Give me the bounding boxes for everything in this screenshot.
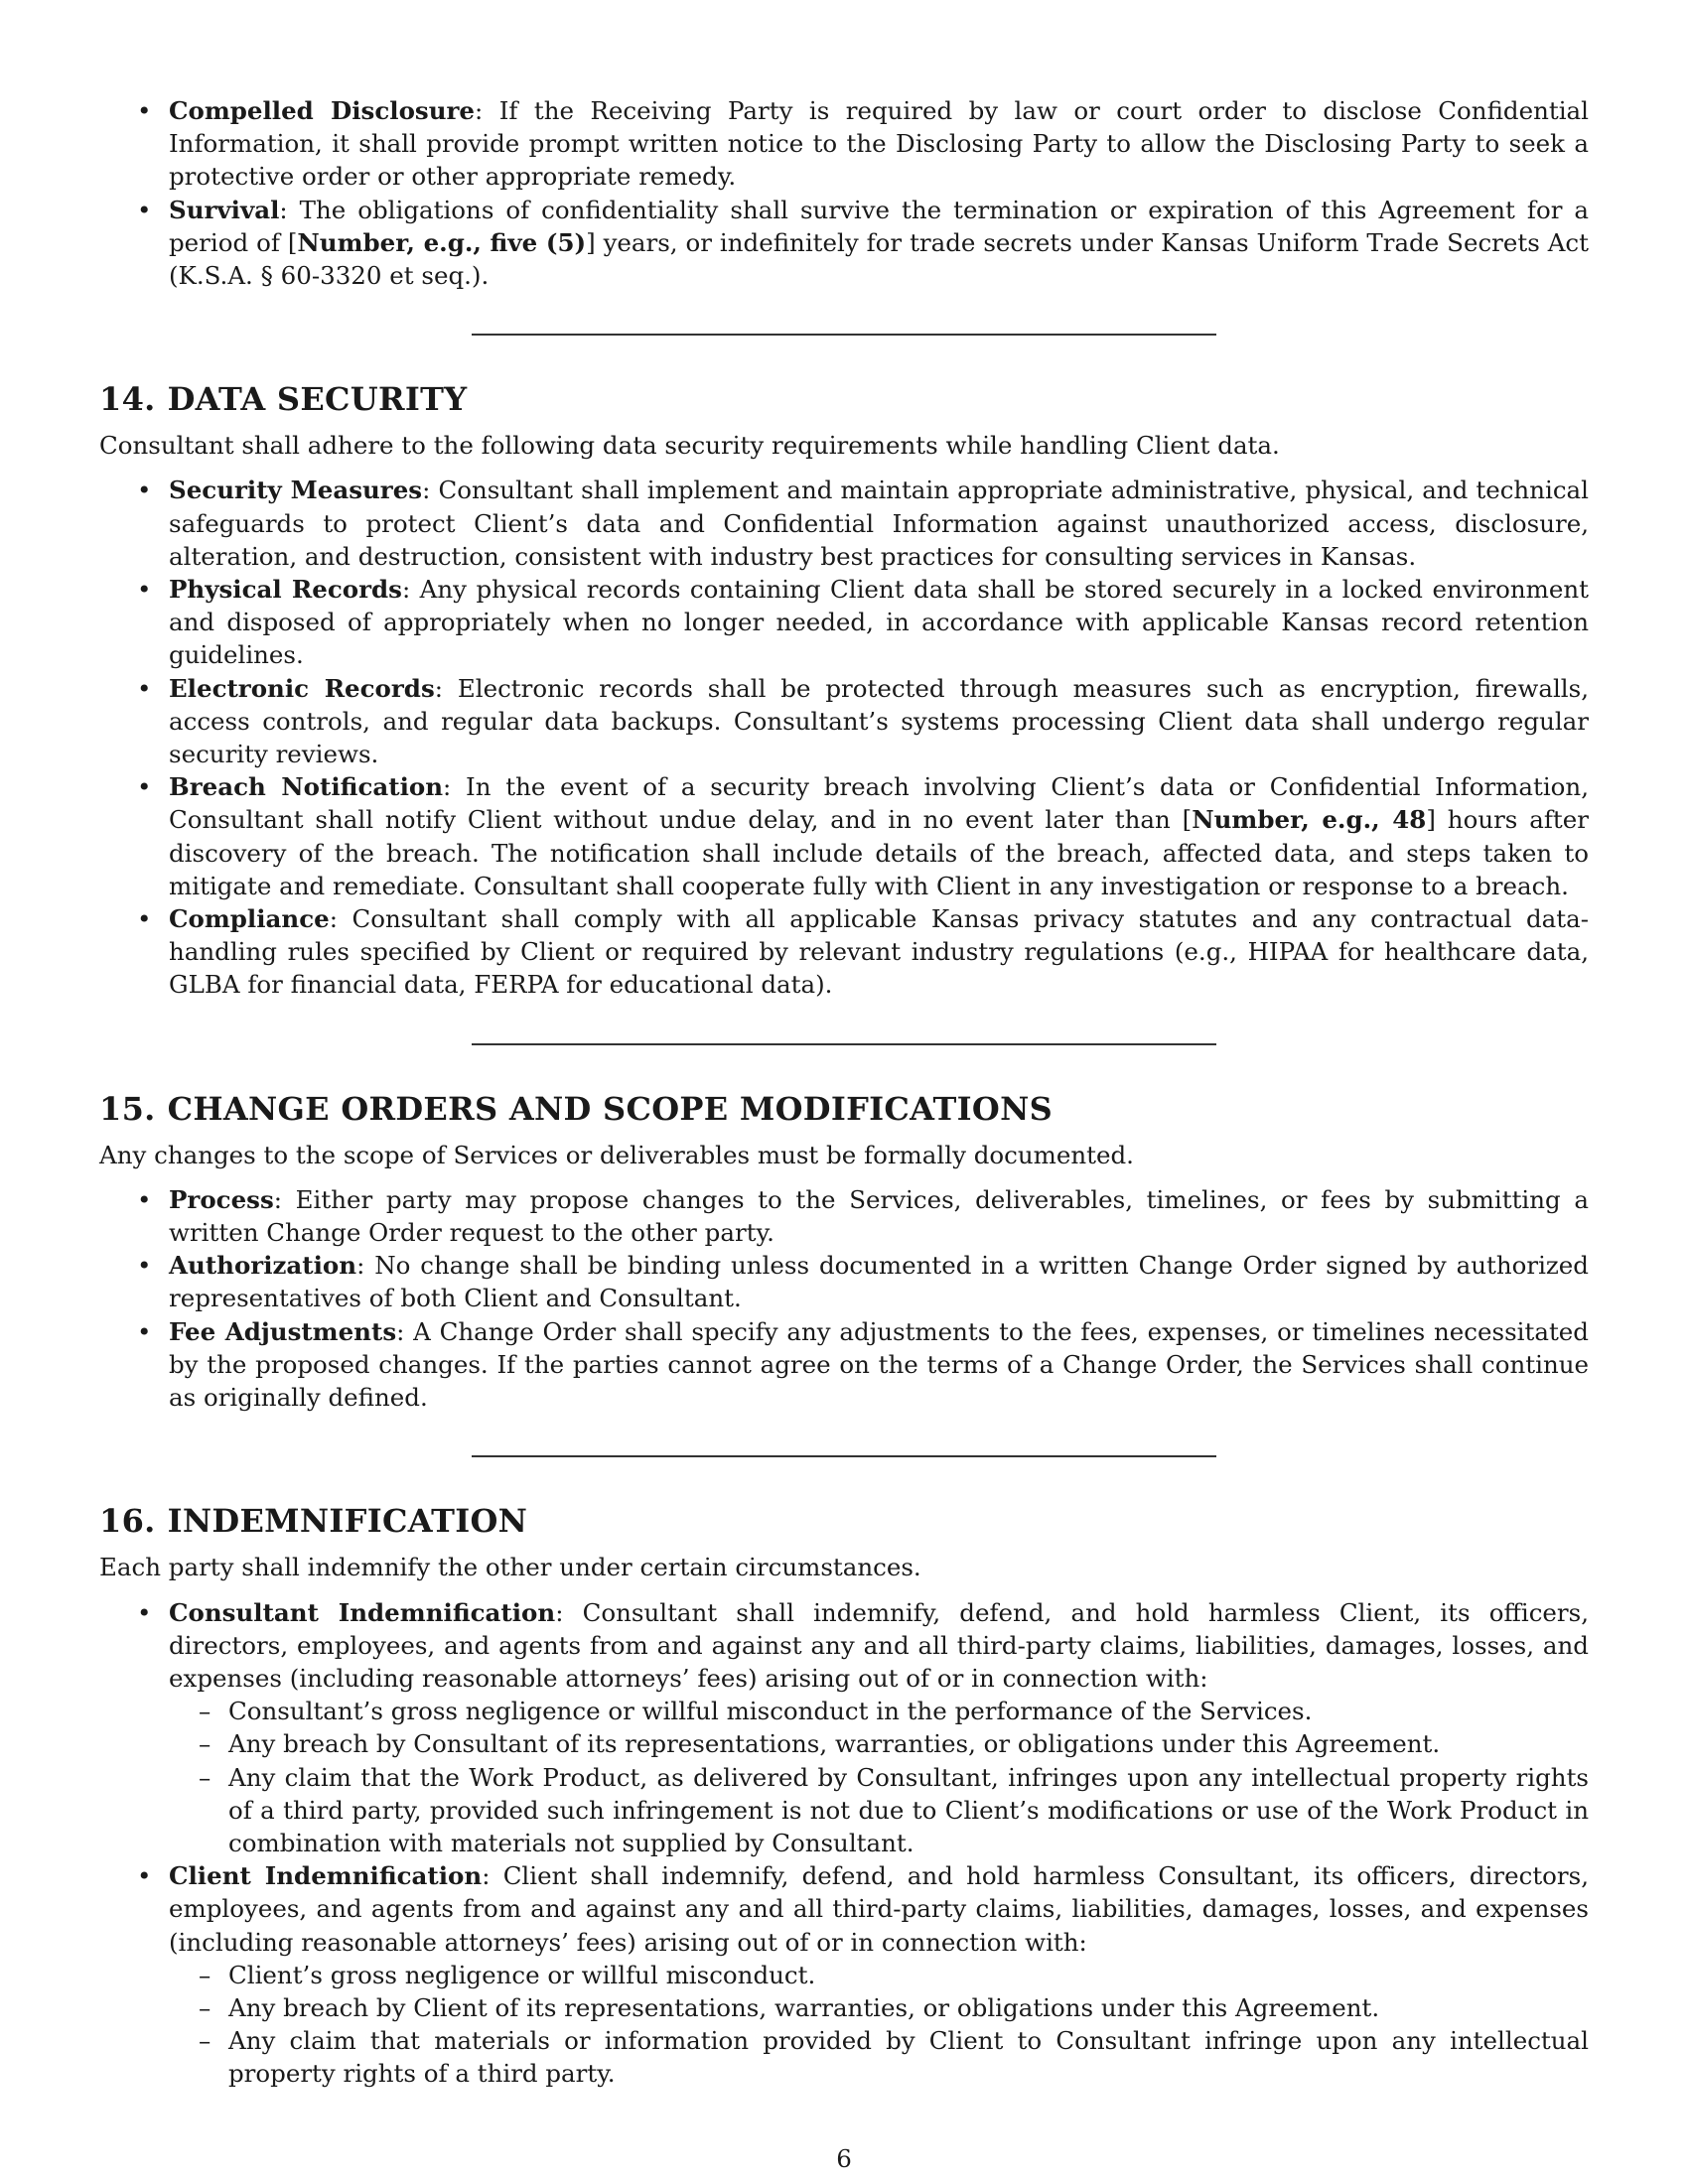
document-page xyxy=(99,94,1589,2091)
list-item xyxy=(99,1859,1589,2090)
item-text: : The obligations of confidentiality shall survive the termination or expiration of this Agreement for a period of [ xyxy=(169,195,1589,257)
sub-list-item: – Any claim that materials or information provided by Client to Consultant infringe upon any intellectual property rights of a third party. xyxy=(169,2024,1589,2090)
placeholder-text: Number, e.g., five (5) xyxy=(297,227,587,257)
list-item xyxy=(99,770,1589,902)
section-title: INDEMNIFICATION xyxy=(167,1502,528,1541)
section-intro: Consultant shall adhere to the following data security requirements while handling Client data. xyxy=(99,431,1280,461)
item-text: : A Change Order shall specify any adjustments to the fees, expenses, or timelines necessitated by the proposed changes. If the parties cannot agree on the terms of a Change Order, the Services shall continue as originally defined. xyxy=(169,1316,1589,1413)
sub-list-item: – Any claim that the Work Product, as delivered by Consultant, infringes upon any intellectual property rights of a third party, provided such infringement is not due to Client’s modifications or use of the Work Product in combination with materials not supplied by Consultant. xyxy=(169,1761,1589,1860)
item-text: : Electronic records shall be protected through measures such as encryption, firewalls, access controls, and regular data backups. Consultant’s systems processing Client data shall undergo regular security reviews. xyxy=(169,673,1589,769)
item-term: Consultant Indemnification xyxy=(169,1597,556,1627)
item-term: Fee Adjustments xyxy=(169,1316,397,1346)
placeholder-text: Number, e.g., 48 xyxy=(1192,805,1427,835)
list-item xyxy=(99,1596,1589,1860)
item-term: Compliance xyxy=(169,904,330,934)
section-heading-15 xyxy=(99,1089,1589,1129)
sub-list xyxy=(169,1959,1589,2091)
item-text: : If the Receiving Party is required by law or court order to disclose Confidential Information, it shall provide prompt written notice to the Disclosing Party to allow the Disclosing Party to seek a protective order or other appropriate remedy. xyxy=(169,96,1590,192)
item-text: : Consultant shall implement and maintain appropriate administrative, physical, and technical safeguards to protect Client’s data and Confidential Information against unauthorized access, disclosure, alteration, and destruction, consistent with industry best practices for consulting services in Kansas. xyxy=(169,476,1589,571)
item-text: : Consultant shall comply with all applicable Kansas privacy statutes and any contractual data-handling rules specified by Client or required by relevant industry regulations (e.g., HIPAA for healthcare data, GLBA for financial data, FERPA for educational data). xyxy=(169,904,1589,1000)
item-term: Survival xyxy=(169,195,280,224)
section-intro: Any changes to the scope of Services or deliverables must be formally documented. xyxy=(99,1140,1134,1169)
item-term: Compelled Disclosure xyxy=(169,96,476,125)
item-term: Client Indemnification xyxy=(169,1861,483,1891)
section-intro: Each party shall indemnify the other under certain circumstances. xyxy=(99,1553,921,1582)
section-divider xyxy=(472,1043,1216,1045)
section-title: DATA SECURITY xyxy=(167,380,468,419)
item-text: : No change shall be binding unless documented in a written Change Order signed by authorized representatives of both Client and Consultant. xyxy=(169,1251,1589,1313)
item-text: ] years, or indefinitely for trade secrets under Kansas Uniform Trade Secrets Act (K.S.A. § 60-3320 et seq.). xyxy=(169,227,1589,291)
list-item xyxy=(99,672,1589,771)
item-term: Breach Notification xyxy=(169,772,444,802)
section-number: 16. xyxy=(99,1502,156,1541)
section-15-items xyxy=(99,1183,1589,1414)
sub-list-item: – Any breach by Client of its representations, warranties, or obligations under this Agreement. xyxy=(169,1991,1589,2024)
confidentiality-items-continued xyxy=(99,94,1589,292)
section-heading-16 xyxy=(99,1501,1589,1541)
section-16-items xyxy=(99,1596,1589,2091)
item-text: : Consultant shall indemnify, defend, and hold harmless Client, its officers, directors, employees, and agents from and against any and all third-party claims, liabilities, damages, losses, and expenses (including reasonable attorneys’ fees) arising out of or in connection with: xyxy=(169,1597,1589,1693)
section-title: CHANGE ORDERS AND SCOPE MODIFICATIONS xyxy=(167,1089,1054,1128)
section-divider xyxy=(472,1455,1216,1457)
section-number: 15. xyxy=(99,1089,156,1128)
section-divider xyxy=(472,334,1216,336)
sub-list-item: – Any breach by Consultant of its representations, warranties, or obligations under this Agreement. xyxy=(169,1727,1589,1760)
list-item xyxy=(99,474,1589,573)
list-item xyxy=(99,1183,1589,1249)
item-term: Process xyxy=(169,1184,274,1214)
item-term: Security Measures xyxy=(169,476,423,505)
section-14-items xyxy=(99,474,1589,1001)
list-item xyxy=(99,94,1589,194)
list-item xyxy=(99,573,1589,672)
sub-list-item: – Client’s gross negligence or willful misconduct. xyxy=(169,1959,1589,1991)
section-heading-14 xyxy=(99,379,1589,419)
list-item xyxy=(99,1249,1589,1314)
item-text: : Any physical records containing Client data shall be stored securely in a locked environment and disposed of appropriately when no longer needed, in accordance with applicable Kansas record retention guidelines. xyxy=(169,575,1589,670)
item-text: : Client shall indemnify, defend, and hold harmless Consultant, its officers, directors, employees, and agents from and against any and all third-party claims, liabilities, damages, losses, and expenses (including reasonable attorneys’ fees) arising out of or in connection with: xyxy=(169,1861,1590,1957)
item-term: Electronic Records xyxy=(169,673,435,703)
item-text: : In the event of a security breach involving Client’s data or Confidential Information, Consultant shall notify Client without undue delay, and in no event later than [ xyxy=(169,772,1589,835)
page-number: 6 xyxy=(836,2144,852,2173)
item-text: : Either party may propose changes to the Services, deliverables, timelines, or fees by submitting a written Change Order request to the other party. xyxy=(169,1184,1589,1248)
list-item xyxy=(99,902,1589,1002)
section-number: 14. xyxy=(99,380,156,419)
item-term: Authorization xyxy=(169,1251,357,1281)
list-item xyxy=(99,1315,1589,1415)
item-term: Physical Records xyxy=(169,575,402,605)
item-text: ] hours after discovery of the breach. The notification shall include details of the breach, affected data, and steps taken to mitigate and remediate. Consultant shall cooperate fully with Client in any investigation or response to a breach. xyxy=(169,805,1589,900)
sub-list-item: – Consultant’s gross negligence or willful misconduct in the performance of the Services. xyxy=(169,1695,1589,1727)
list-item xyxy=(99,194,1589,293)
sub-list xyxy=(169,1695,1589,1859)
